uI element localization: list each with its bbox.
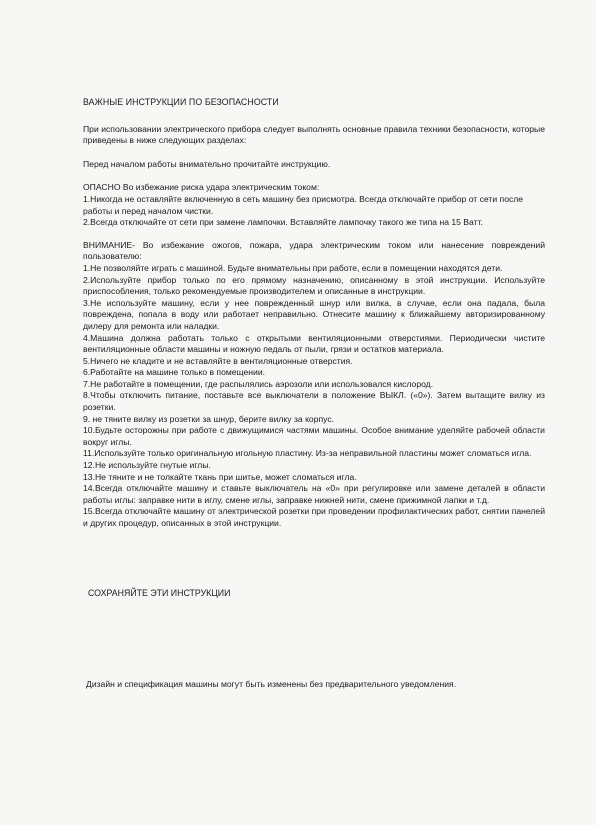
page-title: ВАЖНЫЕ ИНСТРУКЦИИ ПО БЕЗОПАСНОСТИ (83, 97, 279, 107)
warning-item: 8.Чтобы отключить питание, поставьте все выключатели в положение ВЫКЛ. («0»). Затем вытащите вилку из розетки. (83, 390, 545, 413)
warning-item: 2.Используйте прибор только по его прямому назначению, описанному в этой инструкции. Используйте приспособления, только рекомендуемые производителем и описанные в инструкции. (83, 274, 545, 297)
warning-heading: ВНИМАНИЕ- Во избежание ожогов, пожара, удара электрическим током или нанесение повреждений пользователю: (83, 239, 545, 262)
warning-item: 10.Будьте осторожны при работе с движущимися частями машины. Особое внимание уделяйте рабочей области вокруг иглы. (83, 425, 545, 447)
danger-heading: ОПАСНО Во избежание риска удара электрическим током: (83, 182, 320, 193)
before-start-note: Перед началом работы внимательно прочитайте инструкцию. (83, 158, 331, 169)
warning-item: 1.Не позволяйте играть с машиной. Будьте внимательны при работе, если в помещении находятся дети. (83, 262, 503, 273)
warning-item: 15.Всегда отключайте машину от электрической розетки при проведении профилактических работ, снятии панелей и других процедур, описанных в этой инструкции. (83, 506, 545, 528)
danger-item: 2.Всегда отключайте от сети при замене лампочки. Вставляйте лампочку такого же типа на 15 Ватт. (83, 217, 483, 228)
danger-section (83, 182, 545, 228)
warning-item: 9. не тяните вилку из розетки за шнур, берите вилку за корпус. (83, 413, 335, 424)
document-content (83, 97, 545, 530)
intro-paragraph: При использовании электрического прибора следует выполнять основные правила техники безопасности, которые приведены в ниже следующих разделах: (83, 123, 545, 146)
footer-note: Дизайн и спецификация машины могут быть изменены без предварительного уведомления. (86, 679, 457, 689)
warning-item: 14.Всегда отключайте машину и ставьте выключатель на «0» при регулировке или замене деталей в области работы иглы: заправке нити в иглу, смене иглы, заправке нижней нити, смене прижимной лапки и т.д. (83, 483, 545, 505)
warning-item: 6.Работайте на машине только в помещении. (83, 367, 266, 378)
warning-item: 13.Не тяните и не толкайте ткань при шитье, может сломаться игла. (83, 471, 357, 482)
danger-item: 1.Никогда не оставляйте включенную в сеть машину без присмотра. Всегда отключайте прибор от сети после работы и перед началом чистки. (83, 193, 524, 216)
warning-item: 12.Не используйте гнутые иглы. (83, 460, 211, 471)
warning-section (83, 240, 545, 530)
warning-item: 5.Ничего не кладите и не вставляйте в вентиляционные отверстия. (83, 355, 353, 366)
warning-item: 4.Машина должна работать только с открытыми вентиляционными отверстиями. Периодически чистите вентиляционные области машины и ножную педаль от пыли, грязи и остатков материала. (83, 332, 545, 355)
save-instructions-heading: СОХРАНЯЙТЕ ЭТИ ИНСТРУКЦИИ (88, 588, 231, 598)
warning-item: 3.Не используйте машину, если у нее поврежденный шнур или вилка, в случае, если она падала, была повреждена, попала в воду или работает неправильно. Отнесите машину к ближайшему авторизированному дилеру для ремонта или наладки. (83, 297, 545, 331)
warning-item: 11.Используйте только оригинальную игольную пластину. Из-за неправильной пластины может сломаться игла. (83, 448, 532, 459)
warning-item: 7.Не работайте в помещении, где распылялись аэрозоли или использовался кислород. (83, 378, 434, 389)
